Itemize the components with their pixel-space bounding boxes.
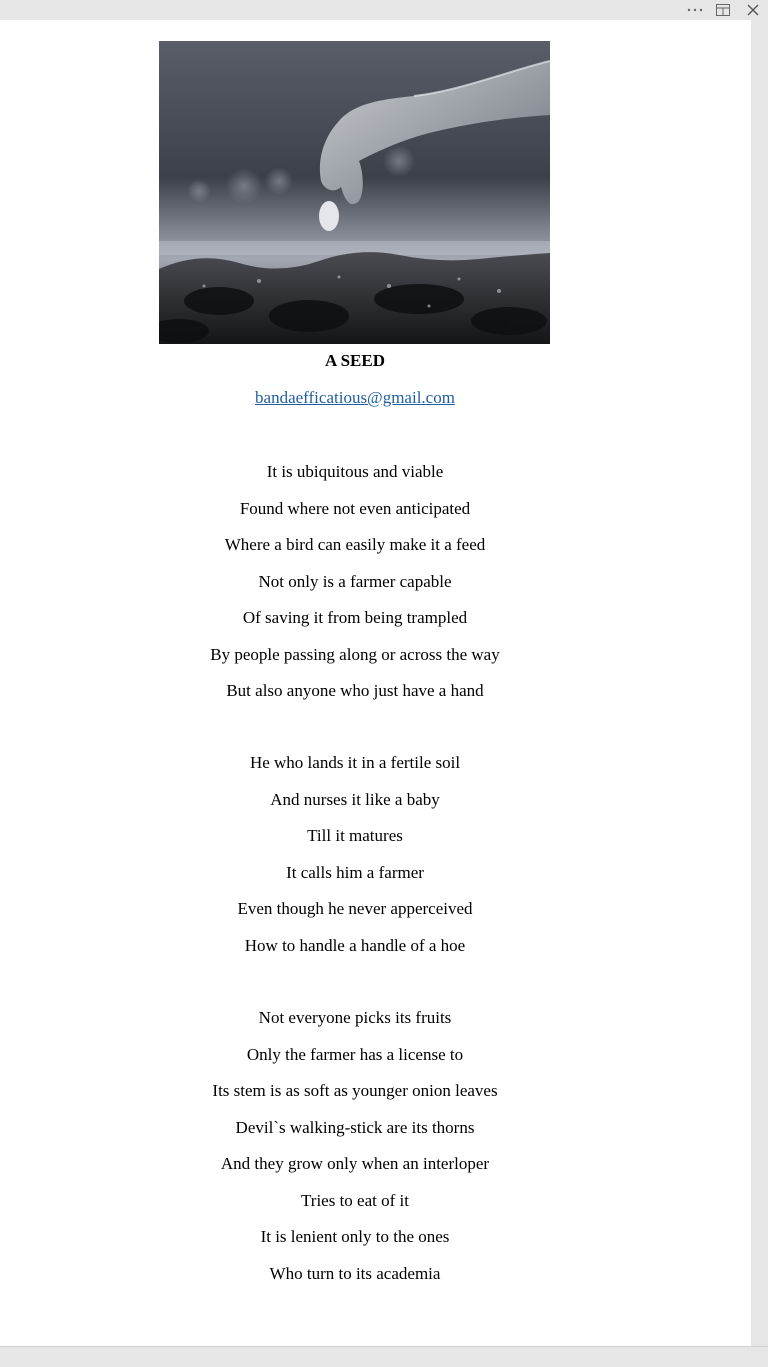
poem-line: Tries to eat of it xyxy=(301,1190,409,1210)
poem-line: Who turn to its academia xyxy=(269,1263,441,1283)
close-icon xyxy=(747,4,759,16)
poem-line: Devil`s walking-stick are its thorns xyxy=(235,1117,475,1137)
poem-line: Its stem is as soft as younger onion leaves xyxy=(212,1081,498,1100)
poem-line: By people passing along or across the way xyxy=(210,644,500,664)
hand-planting-seed-photo xyxy=(159,41,550,344)
poem-line: It is ubiquitous and viable xyxy=(266,462,444,481)
poem-line: How to handle a handle of a hoe xyxy=(244,935,466,955)
poem-line: And they grow only when an interloper xyxy=(220,1154,490,1173)
reading-layout-button[interactable] xyxy=(711,0,735,20)
poem-line: And nurses it like a baby xyxy=(270,789,440,809)
author-email xyxy=(0,388,710,408)
poem-line: But also anyone who just have a hand xyxy=(226,681,484,700)
poem-line: Of saving it from being trampled xyxy=(242,608,468,627)
author-email-link[interactable]: bandaefficatious@gmail.com xyxy=(255,388,455,407)
document-page xyxy=(0,20,751,1346)
poem-title: A SEED xyxy=(325,351,385,370)
window-bottom-edge xyxy=(0,1346,768,1367)
poem-line: Till it matures xyxy=(307,826,403,845)
close-button[interactable] xyxy=(741,0,765,20)
poem-line: He who lands it in a fertile soil xyxy=(249,753,461,772)
poem-line: Even though he never apperceived xyxy=(237,899,473,918)
window-title-bar xyxy=(0,0,768,20)
poem-line: It calls him a farmer xyxy=(286,862,424,882)
more-horizontal-icon xyxy=(687,8,703,12)
vertical-scrollbar-track[interactable] xyxy=(751,20,768,1346)
poem-line: Found where not even anticipated xyxy=(239,498,471,518)
poem-line: Only the farmer has a license to xyxy=(246,1044,464,1064)
poem-line: Where a bird can easily make it a feed xyxy=(224,535,486,554)
poem-line: Not only is a farmer capable xyxy=(258,571,452,591)
poem-line: Not everyone picks its fruits xyxy=(258,1008,452,1027)
poem-line: It is lenient only to the ones xyxy=(260,1227,450,1246)
more-options-button[interactable] xyxy=(683,0,707,20)
reading-layout-icon xyxy=(716,4,730,16)
